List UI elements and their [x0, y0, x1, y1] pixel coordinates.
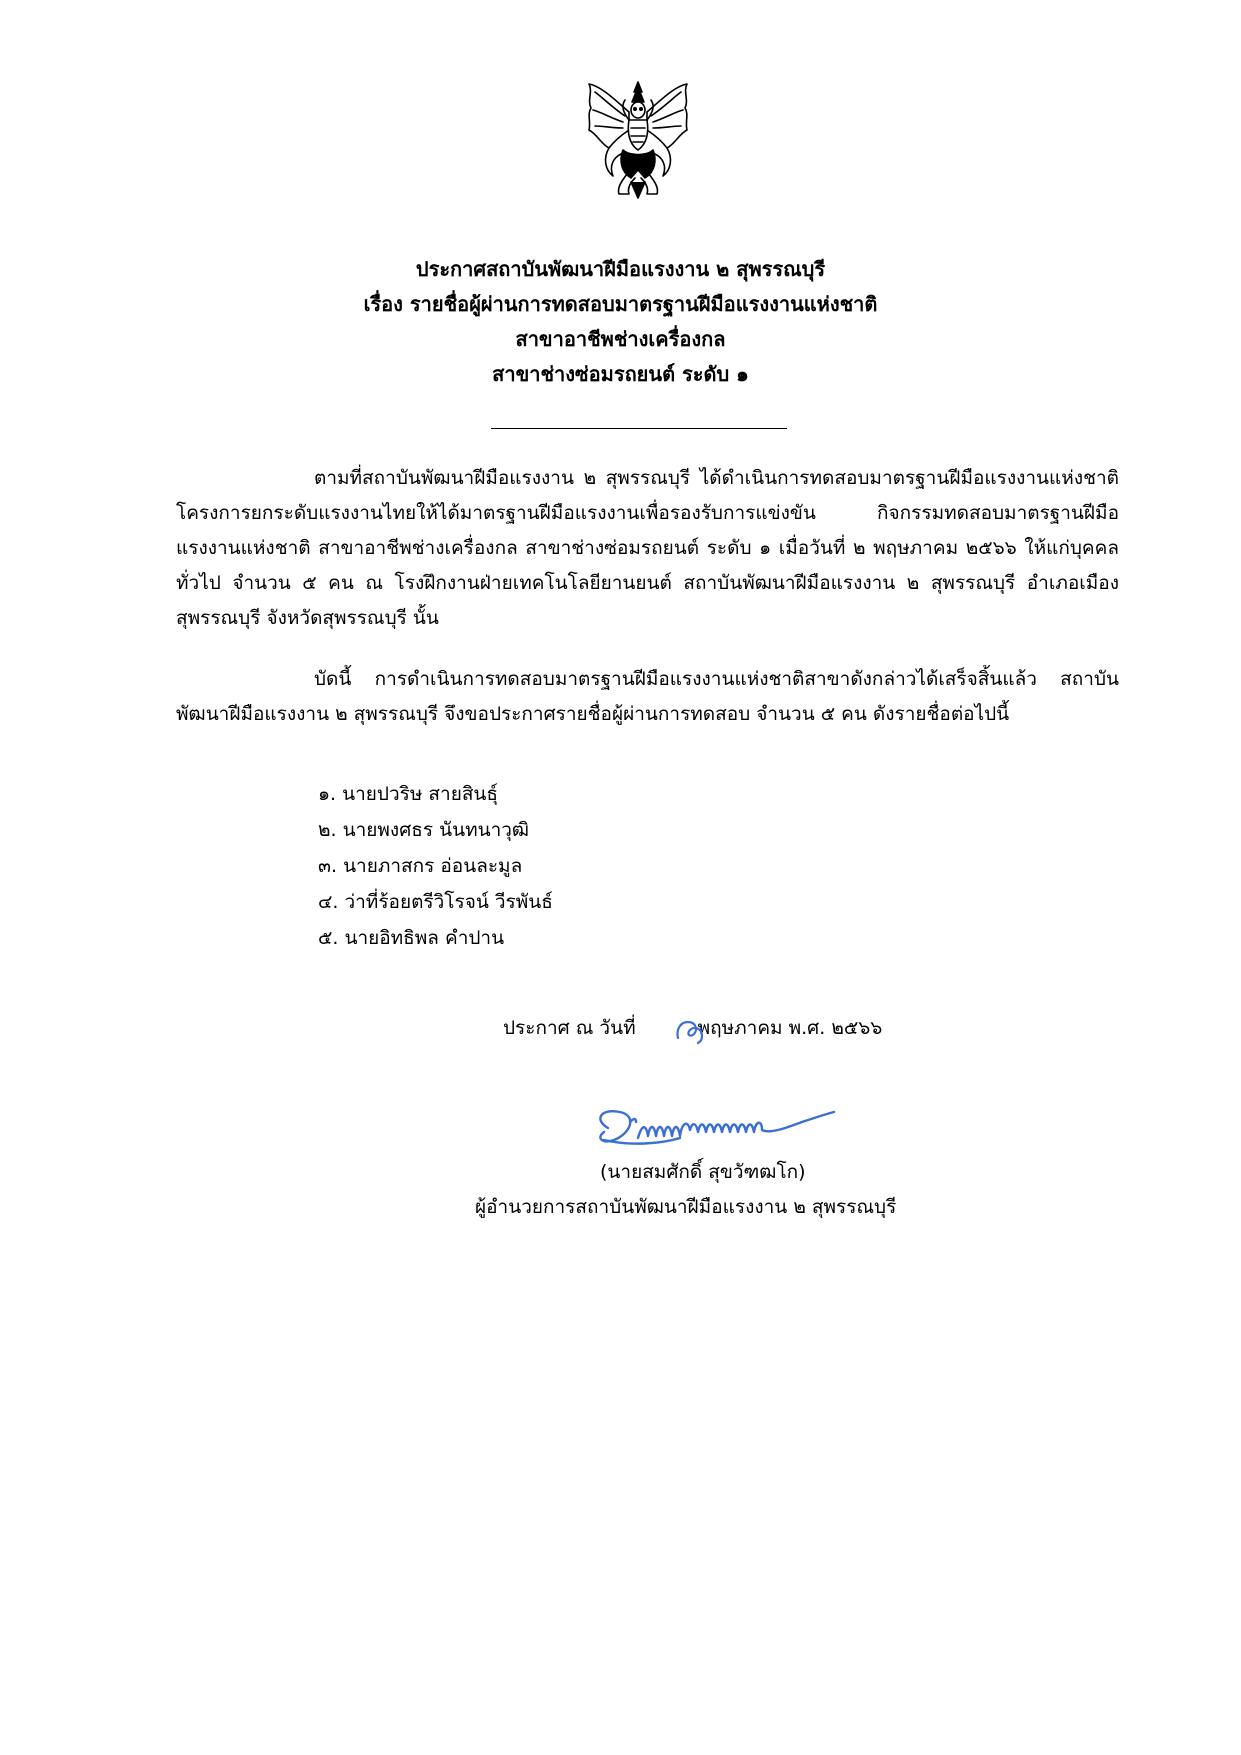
paragraph-2-text: บัดนี้ การดำเนินการทดสอบมาตรฐานฝีมือแรงงานแห่งชาติสาขาดังกล่าวได้เสร็จสิ้นแล้ว สถาบันพัฒนาฝีมือแรงงาน ๒ สุพรรณบุรี จึงขอประกาศรายชื่อผู้ผ่านการทดสอบ จำนวน ๕ คน ดังรายชื่อต่อไปนี้ — [176, 668, 1119, 725]
handwritten-day — [672, 1016, 708, 1046]
header-line-4: สาขาช่างซ่อมรถยนต์ ระดับ ๑ — [492, 362, 749, 386]
signer-title: ผู้อำนวยการสถาบันพัฒนาฝีมือแรงงาน ๒ สุพรรณบุรี — [475, 1196, 897, 1218]
passed-candidates-list — [318, 776, 553, 956]
date-suffix: พฤษภาคม พ.ศ. ๒๕๖๖ — [697, 1017, 883, 1039]
list-item: ๕. นายอิทธิพล คำปาน — [318, 927, 505, 949]
header-line-1: ประกาศสถาบันพัฒนาฝีมือแรงงาน ๒ สุพรรณบุรี — [415, 257, 826, 281]
paragraph-1-text: ตามที่สถาบันพัฒนาฝีมือแรงงาน ๒ สุพรรณบุรี ได้ดำเนินการทดสอบมาตรฐานฝีมือแรงงานแห่งชาติ โครงการยกระดับแรงงานไทยให้ได้มาตรฐานฝีมือแรงงานเพื่อรองรับการแข่งขัน กิจกรรมทดสอบมาตรฐานฝีมือแรงงานแห่งชาติ สาขาอาชีพช่างเครื่องกล สาขาช่างซ่อมรถยนต์ ระดับ ๑ เมื่อวันที่ ๒ พฤษภาคม ๒๕๖๖ ให้แก่บุคคลทั่วไป จำนวน ๕ คน ณ โรงฝึกงานฝ่ายเทคโนโลยียานยนต์ สถาบันพัฒนาฝีมือแรงงาน ๒ สุพรรณบุรี อำเภอเมืองสุพรรณบุรี จังหวัดสุพรรณบุรี นั้น — [176, 467, 1119, 629]
header-line-3: สาขาอาชีพช่างเครื่องกล — [515, 327, 726, 351]
body-paragraph-1 — [176, 461, 1119, 636]
header-divider — [491, 428, 787, 429]
signer-name: (นายสมศักดิ์ สุขวัฑฒโก) — [600, 1161, 806, 1183]
garuda-emblem-icon — [583, 78, 693, 200]
list-item: ๓. นายภาสกร อ่อนละมูล — [318, 855, 523, 877]
date-prefix: ประกาศ ณ วันที่ — [503, 1017, 636, 1039]
header-line-2: เรื่อง รายชื่อผู้ผ่านการทดสอบมาตรฐานฝีมือแรงงานแห่งชาติ — [363, 292, 878, 316]
body-paragraph-2 — [176, 662, 1119, 732]
list-item: ๑. นายปวริษ สายสินธุ์ — [318, 783, 499, 805]
list-item: ๒. นายพงศธร นันทนาวุฒิ — [318, 819, 530, 841]
handwritten-signature — [590, 1100, 844, 1162]
document-header — [0, 252, 1241, 392]
list-item: ๔. ว่าที่ร้อยตรีวิโรจน์ วีรพันธ์ — [318, 891, 553, 913]
